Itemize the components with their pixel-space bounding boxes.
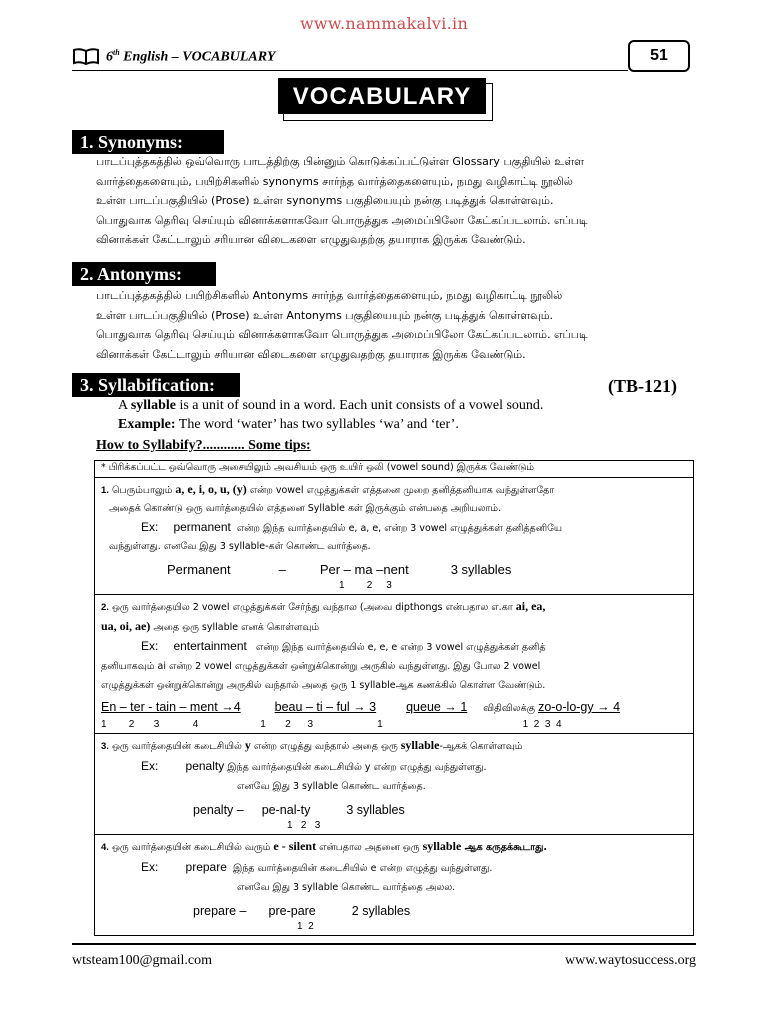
page-banner: VOCABULARY: [278, 78, 486, 114]
syllabification-heading: 3. Syllabification:: [72, 373, 240, 397]
header-title: 6th English – VOCABULARY: [106, 48, 276, 65]
tip-1: 1. பெரும்பாலும் a, e, i, o, u, (y) என்ற vowel எழுத்துக்கள் எத்தனை முறை தனித்தனியாக வந்துள்ளதோ அதைக் கொண்டு ஒரு வார்த்தையில் எத்தனை Syllable கள் இருக்கும் என்பதை அறியலாம். Ex: permanent என்ற இந்த வார்த்தையில் e, a, e, என்ற 3 vowel எழுத்துக்கள் தனித்தனியே வந்துள்ளது. எனவே இது 3 syllable-கள் கொண்ட வார்த்தை. Permanent – Per – ma –nent 3 syllables 1 2 3: [95, 478, 694, 595]
table-row: [95, 734, 694, 835]
tips-header: * பிரிக்கப்பட்ட ஒவ்வொரு அசையிலும் அவசியம் ஒரு உயிர் ஒலி (vowel sound) இருக்க வேண்டும்: [95, 461, 694, 478]
textbook-reference: (TB-121): [608, 376, 677, 396]
table-row: [95, 595, 694, 734]
syllable-example: Example: The word ‘water’ has two syllables ‘wa’ and ‘ter’.: [118, 417, 459, 432]
synonyms-paragraph: [96, 152, 696, 250]
table-row: [95, 461, 694, 478]
footer-email: wtsteam100@gmail.com: [72, 953, 213, 968]
table-row: [95, 478, 694, 595]
header-rule: [72, 70, 628, 71]
tip-3: 3. ஒரு வார்த்தையின் கடைசியில் y என்ற எழுத்து வந்தால் அதை ஒரு syllable-ஆகக் கொள்ளவும் Ex: penalty இந்த வார்த்தையின் கடைசியில் y என்ற எழுத்து வந்துள்ளது. எனவே இது 3 syllable கொண்ட வார்த்தை. penalty – pe-nal-ty 3 syllables 1 2 3: [95, 734, 694, 835]
antonyms-line: பாடப்புத்தகத்தில் பயிற்சிகளில் Antonyms சார்ந்த வார்த்தைகளையும், நமது வழிகாட்டி நூலில்: [96, 289, 563, 302]
page-number: 51: [628, 40, 690, 72]
synonyms-heading: 1. Synonyms:: [72, 130, 224, 154]
synonyms-line: வார்த்தைகளையும், பயிற்சிகளில் synonyms சார்ந்த வார்த்தைகளையும், நமது வழிகாட்டி நூலில்: [96, 174, 573, 188]
synonyms-line: உள்ள பாடப்பகுதியில் (Prose) உள்ள synonyms பகுதியையும் நன்கு படித்துக் கொள்ளவும்.: [96, 194, 554, 207]
synonyms-line: வினாக்கள் கேட்டாலும் சரியான விடைகளை எழுதுவதற்கு தயாராக இருக்க வேண்டும்.: [96, 233, 526, 246]
antonyms-line: உள்ள பாடப்பகுதியில் (Prose) உள்ள Antonyms பகுதியையும் நன்கு படித்துக் கொள்ளவும்.: [96, 308, 554, 322]
syllable-definition: A syllable is a unit of sound in a word. Each unit consists of a vowel sound.: [118, 398, 544, 413]
site-watermark: www.nammakalvi.in: [299, 14, 469, 33]
synonyms-line: பாடப்புத்தகத்தில் ஒவ்வொரு பாடத்திற்கு பின்னும் கொடுக்கப்பட்டுள்ள Glossary பகுதியில் உள்ள: [96, 155, 585, 168]
footer-website: www.waytosuccess.org: [564, 953, 696, 968]
how-to-syllabify: How to Syllabify?............ Some tips:: [96, 438, 311, 453]
synonyms-line: பொதுவாக தெரிவு செய்யும் வினாக்களாகவோ பொருத்துக அமைப்பிலோ கேட்கப்படலாம். எப்படி: [96, 213, 588, 227]
antonyms-line: பொதுவாக தெரிவு செய்யும் வினாக்களாகவோ பொருத்துக அமைப்பிலோ கேட்கப்படலாம். எப்படி: [96, 328, 588, 341]
antonyms-paragraph: [96, 286, 696, 364]
tip-4: 4. ஒரு வார்த்தையின் கடைசியில் வரும் e - silent என்பதால அதனை ஒரு syllable ஆக கருதக்கூடாது. Ex: prepare இந்த வார்த்தையின் கடைசியில் e என்ற எழுத்து வந்துள்ளது. எனவே இது 3 syllable கொண்ட வார்த்தை அலல. prepare – pre-pare 2 syllables 1 2: [95, 835, 694, 936]
antonyms-heading: 2. Antonyms:: [72, 262, 216, 286]
table-row: [95, 835, 694, 936]
syllable-tips-table: [94, 460, 694, 936]
footer-rule: [72, 943, 696, 945]
book-icon: [72, 47, 100, 65]
tip-2: 2. ஒரு வார்த்தையில 2 vowel எழுத்துக்கள் சேர்ந்து வந்தால (அவை dipthongs என்பதால எ.கா ai, ea, ua, oi, ae) அதை ஒரு syllable எனக் கொள்ளவும் Ex: entertainment என்ற இந்த வார்த்தையில் e, e, e என்ற 3 vowel எழுத்துக்கள் தனித் தனியாகவும் ai என்ற 2 vowel எழுத்துக்கள் ஒன்றுக்கொன்று அருகில் வந்துள்ளது. இது போல 2 vowel எழுத்துக்கள் ஒன்றுக்கொன்று அருகில் வந்தால் அதை ஒரு 1 syllableஆக கணக்கில் கொள்ள வேண்டும். En – ter - tain – ment →4 beau – ti – ful → 3 queue → 1 விதிவிலக்கு zo-o-lo-gy → 4 1 2 3 4 1 2 3 1 1 2 3 4: [95, 595, 694, 734]
antonyms-line: வினாக்கள் கேட்டாலும் சரியான விடைகளை எழுதுவதற்கு தயாராக இருக்க வேண்டும்.: [96, 347, 526, 361]
